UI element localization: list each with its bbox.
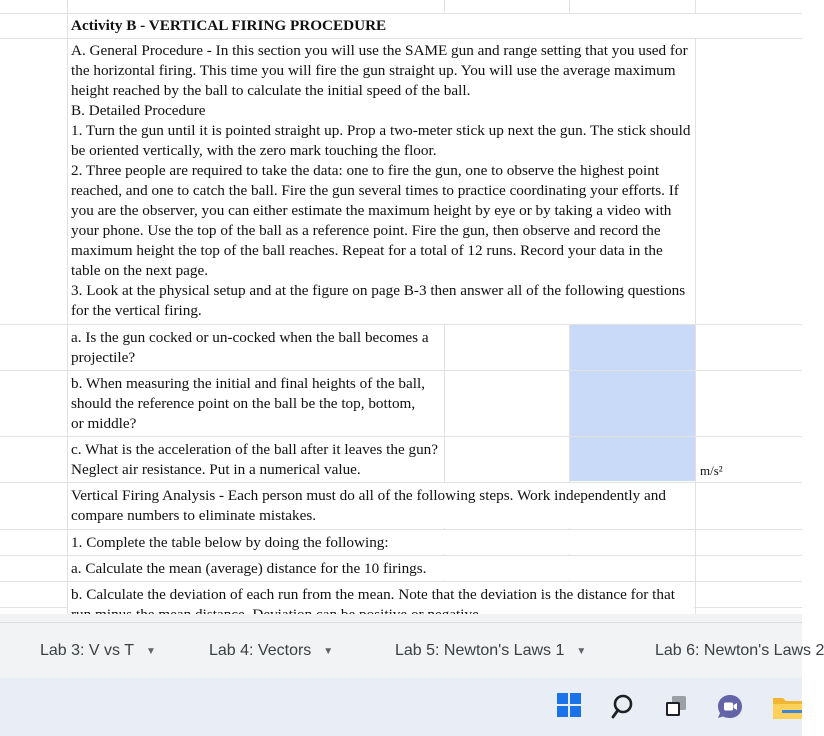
- analysis-intro[interactable]: Vertical Firing Analysis - Each person must do all of the following steps. Work independently and compare numbers to eliminate mistakes.: [68, 483, 694, 528]
- analysis-step-1[interactable]: 1. Complete the table below by doing the following:: [68, 530, 694, 554]
- acceleration-unit[interactable]: m/s²: [700, 463, 723, 478]
- question-b[interactable]: b. When measuring the initial and final heights of the ball, should the reference point on the ball be the top, bottom, or middle?: [71, 375, 426, 432]
- answer-cell-shaded[interactable]: [570, 324, 695, 481]
- search-icon[interactable]: [610, 692, 638, 720]
- procedure-block[interactable]: [68, 39, 694, 324]
- sheet-tab-bar: [0, 622, 824, 679]
- grid-line: [0, 370, 802, 371]
- sheet-tab-label: Lab 3: V vs T: [40, 642, 134, 659]
- general-procedure-text: A. General Procedure - In this section you will use the SAME gun and range setting that you used for the horizontal firing. This time you will fire the gun straight up. You will use the average maximum height reached by the ball to calculate the initial speed of the ball.: [71, 42, 688, 99]
- question-a[interactable]: a. Is the gun cocked or un-cocked when the ball becomes a projectile?: [71, 329, 429, 366]
- grid-line: [695, 0, 696, 614]
- sheet-tab-label: Lab 4: Vectors: [209, 642, 312, 659]
- chevron-down-icon[interactable]: ▼: [145, 645, 156, 657]
- procedure-step-3: 3. Look at the physical setup and at the figure on page B-3 then answer all of the following questions for the vertical firing.: [71, 282, 686, 319]
- sheet-tab-label: Lab 6: Newton's Laws 2: [655, 642, 824, 659]
- sheet-tab-lab4[interactable]: [209, 623, 333, 679]
- sheet-tab-label: Lab 5: Newton's Laws 1: [395, 642, 565, 659]
- scrollbar-strip[interactable]: [0, 614, 802, 622]
- grid-line: [0, 324, 802, 325]
- chevron-down-icon[interactable]: ▼: [576, 645, 587, 657]
- question-c[interactable]: c. What is the acceleration of the ball after it leaves the gun? Neglect air resistance. Put in a numerical value.: [71, 441, 439, 478]
- analysis-step-a[interactable]: a. Calculate the mean (average) distance for the 10 firings.: [68, 556, 694, 580]
- chevron-down-icon[interactable]: ▼: [323, 645, 334, 657]
- teams-chat-icon[interactable]: [716, 693, 744, 721]
- sheet-tab-lab6[interactable]: [655, 623, 824, 679]
- windows-start-icon[interactable]: [557, 693, 581, 717]
- sheet-tab-lab5[interactable]: [395, 623, 586, 679]
- procedure-step-2: 2. Three people are required to take the data: one to fire the gun, one to observe the highest point reached, and one to catch the ball. Fire the gun several times to practice coordinating your efforts. If you are the observer, you can either estimate the maximum height by eye or by taking a video with your phone. Use the top of the ball as a reference point. Fire the gun, then observe and record the maximum height the top of the ball reaches. Repeat for a total of 12 runs. Record your data in the table on the next page.: [71, 162, 679, 279]
- analysis-step-b[interactable]: b. Calculate the deviation of each run from the mean. Note that the deviation is the distance for that: [68, 582, 694, 622]
- task-view-icon[interactable]: [663, 694, 689, 720]
- procedure-step-1: 1. Turn the gun until it is pointed straight up. Prop a two-meter stick up next the gun. The stick should be oriented vertically, with the zero mark touching the floor.: [71, 122, 691, 159]
- activity-title[interactable]: Activity B - VERTICAL FIRING PROCEDURE: [68, 14, 697, 38]
- detailed-procedure-heading: B. Detailed Procedure: [71, 102, 206, 119]
- file-explorer-icon[interactable]: [773, 695, 802, 719]
- sheet-tab-lab3[interactable]: [40, 623, 156, 679]
- grid-line: [0, 436, 802, 437]
